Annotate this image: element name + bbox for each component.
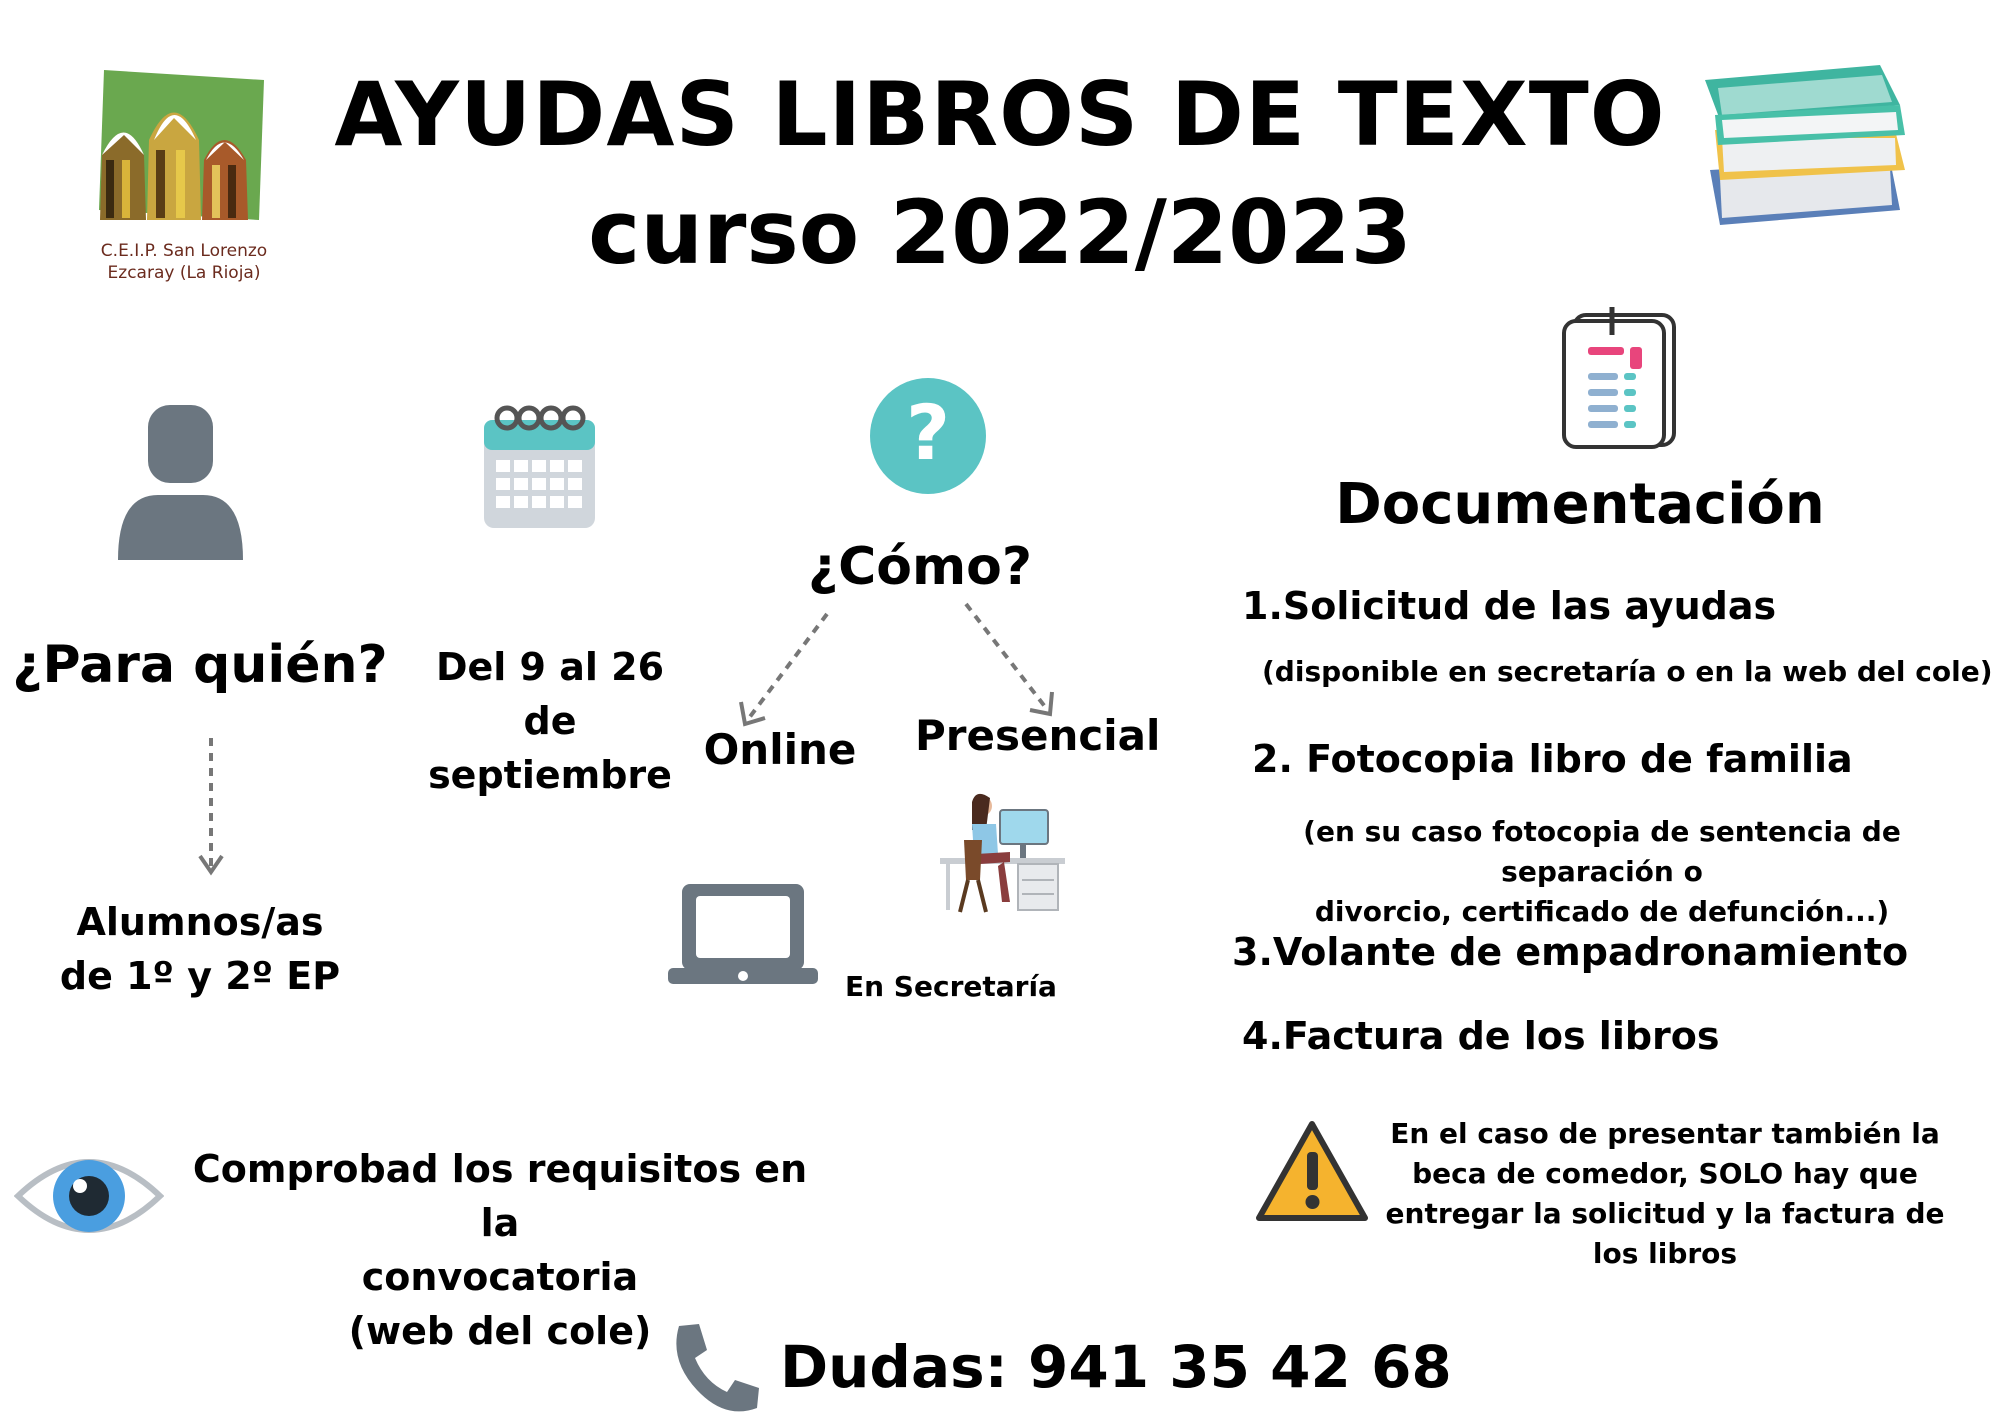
como-heading: ¿Cómo? xyxy=(807,537,1033,597)
laptop-icon xyxy=(668,880,818,994)
fechas-block xyxy=(410,640,690,802)
person-icon xyxy=(118,400,243,564)
dotted-arrow-right-icon xyxy=(960,600,1060,724)
aviso-text xyxy=(1385,1114,1945,1274)
doc-item-1: 1.Solicitud de las ayudas xyxy=(1242,584,1777,628)
documentacion-heading: Documentación xyxy=(1335,472,1825,537)
doc-item-2: 2. Fotocopia libro de familia xyxy=(1252,737,1853,781)
doc-item-2-note xyxy=(1222,812,1982,932)
school-name: C.E.I.P. San Lorenzo xyxy=(100,241,268,261)
eye-icon xyxy=(14,1148,164,1248)
fechas-line3: septiembre xyxy=(428,753,672,797)
requisitos-line1: Comprobad los requisitos en la xyxy=(192,1147,808,1245)
doc-item-3: 3.Volante de empadronamiento xyxy=(1232,930,1909,974)
aviso-line2: beca de comedor, SOLO hay que xyxy=(1412,1157,1918,1190)
como-online: Online xyxy=(703,725,857,774)
aviso-line3: entregar la solicitud y la factura de xyxy=(1385,1197,1945,1230)
requisitos-line2: convocatoria xyxy=(361,1255,639,1299)
warning-icon xyxy=(1255,1118,1370,1230)
page-subtitle: curso 2022/2023 xyxy=(588,181,1412,284)
presencial-note: En Secretaría xyxy=(845,970,1057,1003)
page-title: AYUDAS LIBROS DE TEXTO xyxy=(334,63,1666,166)
doc-item-1-note: (disponible en secretaría o en la web del cole) xyxy=(1262,655,1993,688)
doc-item-2-note-line1: (en su caso fotocopia de sentencia de separación o xyxy=(1303,815,1901,888)
para-quien-answer xyxy=(40,895,360,1003)
calendar-icon xyxy=(482,400,597,534)
doc-item-2-note-line2: divorcio, certificado de defunción...) xyxy=(1314,895,1890,928)
clipboard-icon xyxy=(1560,305,1680,454)
como-presencial: Presencial xyxy=(915,711,1161,760)
contacto-text: Dudas: 941 35 42 68 xyxy=(780,1333,1452,1401)
aviso-line1: En el caso de presentar también la xyxy=(1390,1117,1940,1150)
svg-text:?: ? xyxy=(905,388,951,477)
aviso-line4: los libros xyxy=(1592,1237,1738,1270)
para-quien-heading: ¿Para quién? xyxy=(12,635,388,695)
fechas-line1: Del 9 al 26 xyxy=(435,645,665,689)
school-location: Ezcaray (La Rioja) xyxy=(107,263,261,283)
dotted-arrow-left-icon xyxy=(735,610,835,734)
phone-icon xyxy=(665,1320,761,1420)
requisitos-line3: (web del cole) xyxy=(348,1309,652,1353)
office-worker-icon xyxy=(940,790,1070,919)
doc-item-4: 4.Factura de los libros xyxy=(1242,1014,1720,1058)
dotted-arrow-down-icon xyxy=(196,738,226,882)
books-icon xyxy=(1700,60,1910,239)
para-quien-answer-line2: de 1º y 2º EP xyxy=(59,954,341,998)
question-icon xyxy=(869,377,987,499)
para-quien-answer-line1: Alumnos/as xyxy=(76,900,324,944)
fechas-line2: de xyxy=(523,699,577,743)
